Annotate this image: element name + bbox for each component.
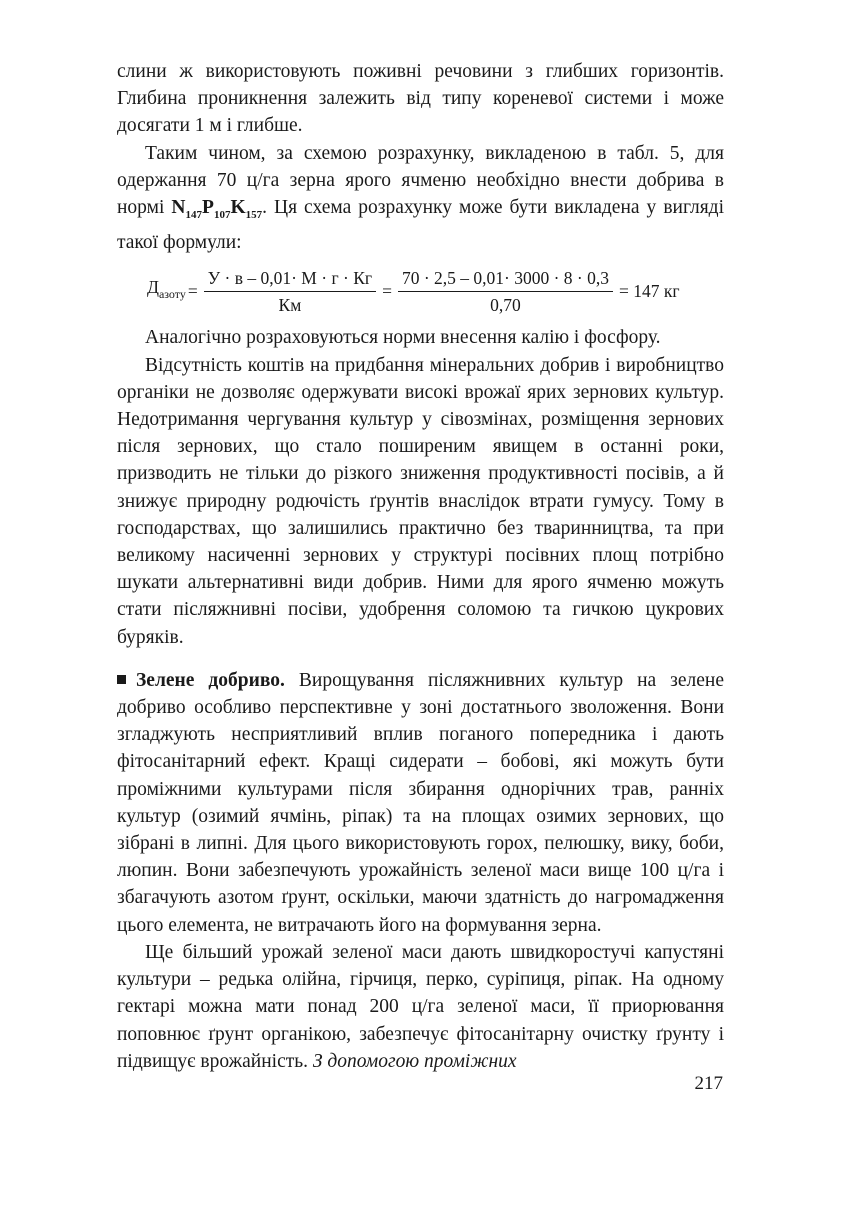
page-number: 217 — [694, 1073, 723, 1094]
nutrient-n: N — [171, 197, 186, 219]
page-body — [117, 58, 724, 1075]
paragraph-5-text: Вирощування післяжнивних культур на зелене добриво особливо перспективне у зоні достатнього зволоження. Вони згладжують несприятливий вплив поганого попередника і дають фітосанітарний ефект. Кращі сидерати – бобові, які можуть бути проміжними культурами після збирання однорічних трав, ранніх культур (озимий ячмінь, ріпак) та на площах озимих зернових, що зібрані в липні. Для цього використовують горох, пелюшку, вику, боби, люпин. Вони забезпечують урожайність зеленої маси вище 100 ц/га і збагачують азотом ґрунт, оскільки, маючи здатність до нагромадження цього елемента, не витрачають його на формування зерна. — [117, 669, 724, 936]
formula-fraction-numeric-denominator: 0,70 — [490, 294, 521, 315]
formula-fraction-general-numerator: У · в – 0,01· М · г · Кг — [204, 267, 376, 292]
formula-fraction-numeric — [398, 267, 613, 316]
paragraph-4: Відсутність коштів на придбання мінеральних добрив і виробництво органіки не дозволяє одержувати високі врожаї ярих зернових культур. Недотримання чергування культур у сівозмінах, розміщення зернових після зернових, що стало поширеним явищем в останні роки, призводить не тільки до різкого зниження продуктивності посівів, а й знижує природну родючість ґрунтів внаслідок втрати гумусу. Тому в господарствах, що залишились практично без тваринництва, та при великому насиченні зернових у структурі посівних площ потрібно шукати альтернативні види добрив. Ними для ярого ячменю можуть стати післяжнивні посіви, удобрення соломою та гичкою цукрових буряків. — [117, 354, 724, 648]
paragraph-6 — [117, 939, 724, 1075]
paragraph-6-text: Ще більший урожай зеленої маси дають швидкоростучі капустяні культури – редька олійна, гірчиця, перко, суріпиця, ріпак. На одному гектарі можна мати понад 200 ц/га зеленої маси, її приорювання поповнює ґрунт органікою, забезпечує фітосанітарну очистку ґрунту і підвищує врожайність. — [117, 941, 724, 1072]
section-heading-green-manure: Зелене добриво. — [136, 669, 285, 691]
paragraph-1: слини ж використовують поживні речовини з глибших горизонтів. Глибина проникнення залежить від типу кореневої системи і може досягати 1 м і глибше. — [117, 61, 724, 137]
nutrient-n-rate: 147 — [185, 209, 203, 222]
nutrient-p-rate: 107 — [213, 209, 231, 222]
nutrient-p: P — [202, 197, 214, 219]
paragraph-2-end: . Ця схема розрахунку може бути викладена у вигляді такої формули: — [117, 197, 725, 254]
paragraph-green-manure — [117, 667, 724, 939]
formula-lhs-subscript: азоту — [158, 287, 186, 302]
nutrient-k: K — [230, 197, 246, 219]
formula-result: = 147 кг — [619, 280, 680, 301]
paragraph-2-text: Таким чином, за схемою розрахунку, викладеною в табл. 5, для одержання 70 ц/га зерна ярого ячменю необхідно внести добрива в нормі — [117, 142, 724, 219]
formula-fraction-general — [204, 267, 376, 316]
formula-lhs-symbol: Д — [147, 277, 159, 298]
formula-fraction-numeric-numerator: 70 · 2,5 – 0,01· 3000 · 8 · 0,3 — [398, 267, 613, 292]
nutrient-k-rate: 157 — [245, 209, 263, 222]
formula-equals-1: = — [187, 280, 198, 301]
paragraph-2 — [117, 140, 724, 257]
square-bullet-icon — [117, 675, 126, 684]
formula-fraction-general-denominator: Км — [278, 294, 302, 315]
nitrogen-formula — [147, 258, 724, 324]
paragraph-6-italic: З допомогою проміжних — [312, 1050, 517, 1072]
paragraph-3: Аналогічно розраховуються норми внесення калію і фосфору. — [145, 327, 661, 349]
formula-lhs — [147, 274, 186, 308]
formula-equals-2: = — [382, 280, 392, 301]
